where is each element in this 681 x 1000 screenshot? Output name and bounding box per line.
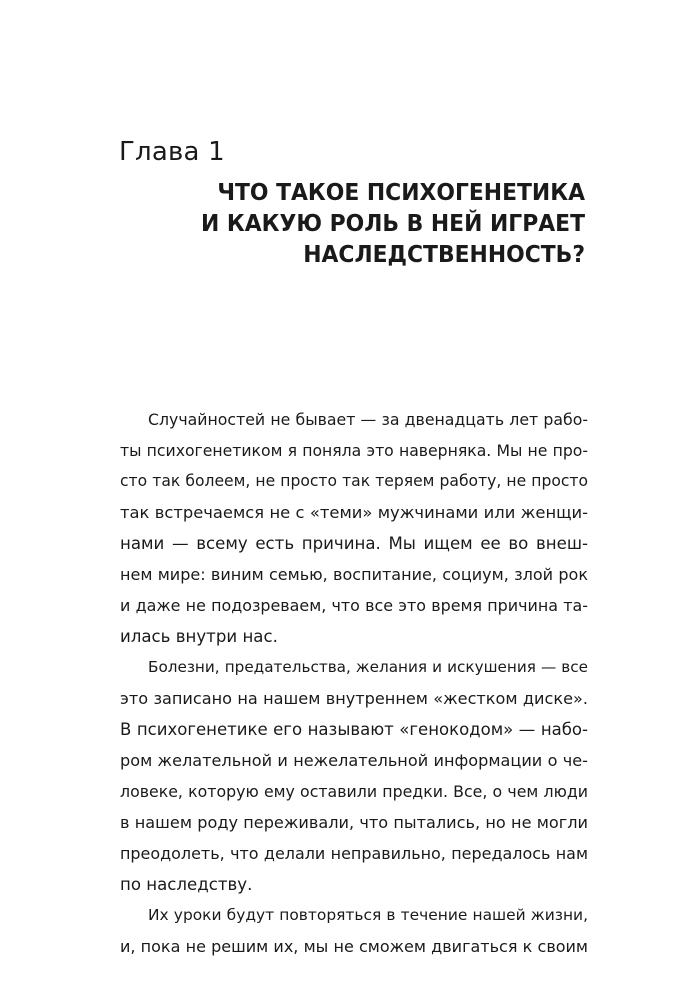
text-line: В психогенетике его называют «генокодом» — набо- (120, 720, 588, 739)
text-line: Случайностей не бывает — за двенадцать лет рабо- (148, 410, 588, 429)
body-text (120, 404, 588, 962)
text-line: и даже не подозреваем, что все это время причина та- (120, 596, 588, 615)
text-line: Их уроки будут повторяться в течение нашей жизни, (148, 906, 588, 924)
text-line: илась внутри нас. (120, 627, 278, 646)
text-line: ловеке, которую ему оставили предки. Все, о чем люди (120, 782, 588, 801)
chapter-title-line: И КАКУЮ РОЛЬ В НЕЙ ИГРАЕТ (200, 209, 585, 237)
text-line: это записано на нашем внутреннем «жестком диске». (120, 689, 588, 708)
text-line: Болезни, предательства, желания и искушения — все (148, 658, 588, 676)
text-line: нами — всему есть причина. Мы ищем ее во внеш- (120, 534, 588, 553)
text-line: ром желательной и нежелательной информации о че- (120, 751, 588, 770)
chapter-title (85, 177, 585, 270)
text-line: в нашем роду переживали, что пытались, но не могли (120, 813, 588, 832)
chapter-title-line: ЧТО ТАКОЕ ПСИХОГЕНЕТИКА (217, 178, 585, 206)
chapter-title-line: НАСЛЕДСТВЕННОСТЬ? (303, 240, 585, 268)
text-line: сто так болеем, не просто так теряем работу, не просто (120, 472, 588, 490)
text-line: преодолеть, что делали неправильно, передалось нам (120, 844, 588, 863)
text-line: по наследству. (120, 875, 253, 894)
text-line: нем мире: виним семью, воспитание, социум, злой рок (120, 565, 588, 584)
chapter-label: Глава 1 (119, 137, 225, 167)
text-line: и, пока не решим их, мы не сможем двигаться к своим (120, 937, 588, 956)
text-line: так встречаемся не с «теми» мужчинами или женщи- (120, 503, 588, 522)
text-line: ты психогенетиком я поняла это наверняка. Мы не про- (120, 441, 588, 460)
